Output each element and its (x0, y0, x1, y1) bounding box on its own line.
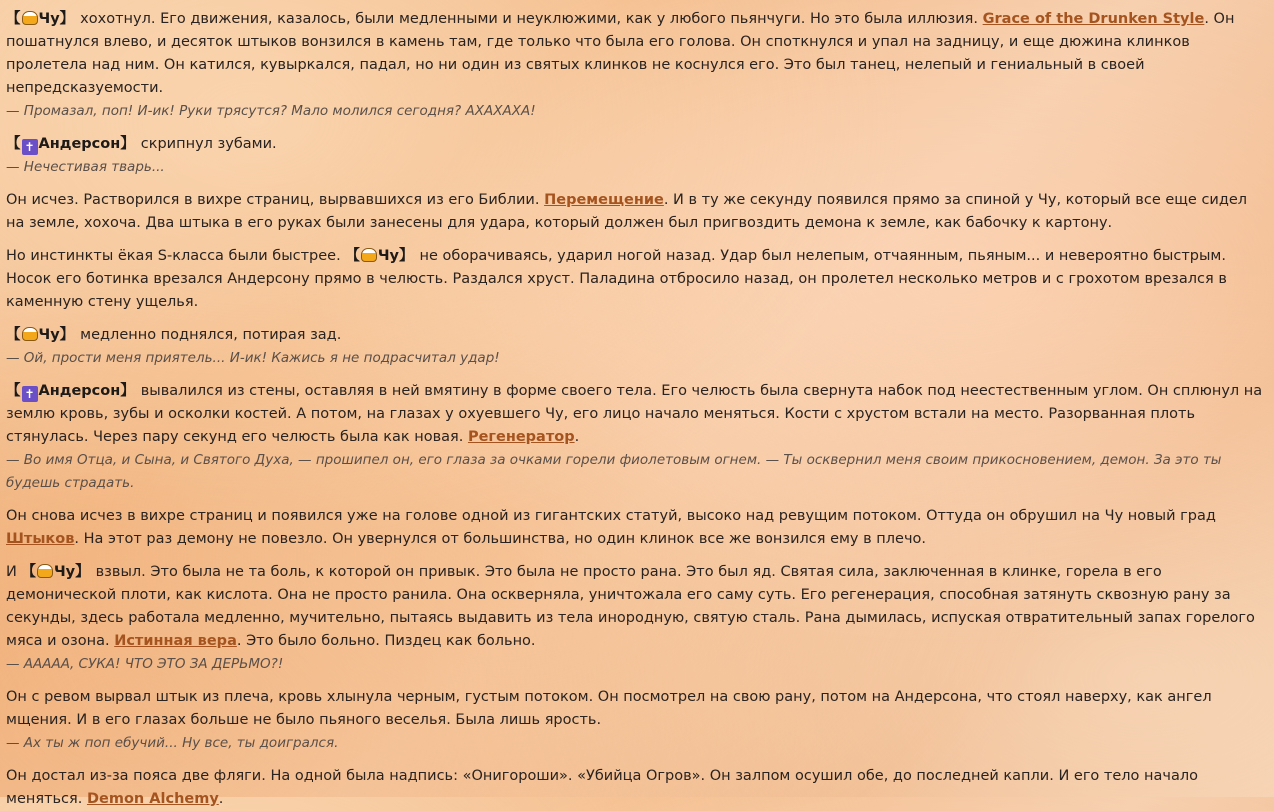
paragraph-1 (6, 8, 1268, 123)
paragraph-9 (6, 686, 1268, 755)
beer-mug-icon (37, 564, 53, 578)
beer-mug-icon (361, 248, 377, 262)
narration-text: Он снова исчез в вихре страниц и появился уже на голове одной из гигантских статуй, высоко над ревущим потоком. Оттуда он обрушил на Чу новый град (6, 508, 1216, 524)
skill-link-shtykov[interactable]: Штыков (6, 531, 75, 547)
narration-text: . (574, 429, 580, 445)
narration-text: скрипнул зубами. (140, 136, 277, 152)
speaker-tag-chu: 【 Чу】 (6, 11, 75, 27)
speaker-tag-anderson: 【 ✝ Андерсон】 (6, 136, 135, 154)
narration-text: хохотнул. Его движения, казалось, были медленными и неуклюжими, как у любого пьянчуги. Но это была иллюзия. (80, 11, 983, 27)
paragraph-8 (6, 561, 1268, 676)
speaker-tag-chu: 【 Чу】 (21, 564, 90, 580)
dialog-line: — ААААА, СУКА! ЧТО ЭТО ЗА ДЕРЬМО?! (6, 656, 284, 672)
cross-icon: ✝ (22, 139, 38, 155)
paragraph-3 (6, 189, 1268, 235)
speaker-name: Чу (38, 327, 60, 343)
narration-text: И (6, 564, 17, 580)
dialog-line: — Промазал, поп! И-ик! Руки трясутся? Мало молился сегодня? АХАХАХА! (6, 103, 536, 119)
paragraph-2 (6, 133, 1268, 179)
dialog-line: — Ой, прости меня приятель... И-ик! Кажись я не подрасчитал удар! (6, 350, 500, 366)
narration-text: . Он пошатнулся влево, и десяток штыков вонзился в камень там, где только что была его голова. Он споткнулся и упал на задницу, и еще дюжина клинков пролетела над ним. Он катился, кувыркался, падал, но ни один из святых клинков не коснулся его. Это был танец, нелепый и гениальный в своей непредсказуемости. (6, 11, 1235, 96)
paragraph-6 (6, 380, 1268, 495)
skill-link-grace-of-the-drunken-style[interactable]: Grace of the Drunken Style (982, 11, 1205, 27)
speaker-tag-chu: 【 Чу】 (345, 248, 414, 264)
speaker-name: Чу (53, 564, 76, 580)
speaker-tag-chu: 【 Чу】 (6, 327, 75, 343)
dialog-line: — Во имя Отца, и Сына, и Святого Духа, — прошипел он, его глаза за очками горели фиолетовым огнем. — Ты осквернил меня своим прикосновением, демон. За это ты будешь страдать. (6, 452, 1222, 491)
narration-text: Он с ревом вырвал штык из плеча, кровь хлынула черным, густым потоком. Он посмотрел на свою рану, потом на Андерсона, что стоял наверху, как ангел мщения. И в его глазах больше не было пьяного веселья. Была лишь ярость. (6, 689, 1212, 728)
cross-icon: ✝ (22, 386, 38, 402)
skill-link-regenerator[interactable]: Регенератор (467, 429, 575, 445)
narration-text: медленно поднялся, потирая зад. (80, 327, 342, 343)
narration-text: Но инстинкты ёкая S-класса были быстрее. (6, 248, 341, 264)
narration-text: вывалился из стены, оставляя в ней вмятину в форме своего тела. Его челюсть была свернута набок под неестественным углом. Он сплюнул на землю кровь, зубы и осколки костей. А потом, на глазах у охуевшего Чу, его лицо начало меняться. Кости с хрустом встали на место. Разорванная плоть стянулась. Через пару секунд его челюсть была как новая. (6, 383, 1263, 445)
paragraph-10 (6, 765, 1268, 811)
speaker-name: Чу (377, 248, 399, 264)
beer-mug-icon (22, 11, 38, 25)
skill-link-peremeshchenie[interactable]: Перемещение (544, 192, 664, 208)
paragraph-5 (6, 324, 1268, 370)
speaker-tag-anderson: 【 ✝ Андерсон】 (6, 383, 135, 401)
speaker-name: Андерсон (38, 136, 121, 152)
skill-link-demon-alchemy[interactable]: Demon Alchemy (86, 791, 219, 807)
narration-text: . Это было больно. Пиздец как больно. (236, 633, 536, 649)
speaker-name: Чу (38, 11, 60, 27)
dialog-line: — Нечестивая тварь... (6, 159, 165, 175)
paragraph-7 (6, 505, 1268, 551)
beer-mug-icon (22, 327, 38, 341)
dialog-line: — Ах ты ж поп ебучий... Ну все, ты доигрался. (6, 735, 339, 751)
narration-text: не оборачиваясь, ударил ногой назад. Удар был нелепым, отчаянным, пьяным... и невероятно быстрым. Носок его ботинка врезался Андерсону прямо в челюсть. Раздался хруст. Паладина отбросило назад, он пролетел несколько метров и с грохотом врезался в каменную стену ущелья. (6, 248, 1227, 310)
narration-text: Он исчез. Растворился в вихре страниц, вырвавшихся из его Библии. (6, 192, 545, 208)
narration-text: . (218, 791, 224, 807)
skill-link-istinnaya-vera[interactable]: Истинная вера (114, 633, 237, 649)
speaker-name: Андерсон (38, 383, 121, 399)
narration-text: . И в ту же секунду появился прямо за спиной у Чу, который все еще сидел на земле, хохоча. Два штыка в его руках были занесены для удара, который должен был пригвоздить демона к земле, как бабочку к картону. (6, 192, 1248, 231)
paragraph-4 (6, 245, 1268, 314)
narration-text: Он достал из-за пояса две фляги. На одной была надпись: «Онигороши». «Убийца Огров». Он залпом осушил обе, до последней капли. И его тело начало меняться. (6, 768, 1198, 807)
narration-text: . На этот раз демону не повезло. Он увернулся от большинства, но один клинок все же вонзился ему в плечо. (74, 531, 926, 547)
narration-text: взвыл. Это была не та боль, к которой он привык. Это была не просто рана. Это был яд. Святая сила, заключенная в клинке, горела в его демонической плоти, как кислота. Она не просто ранила. Она оскверняла, уничтожала его саму суть. Его регенерация, способная затянуть сквозную рану за секунды, здесь работала медленно, мучительно, пытаясь выдавить из тела инородную, святую сталь. Рана дымилась, испуская отвратительный запах горелого мяса и озона. (6, 564, 1255, 649)
